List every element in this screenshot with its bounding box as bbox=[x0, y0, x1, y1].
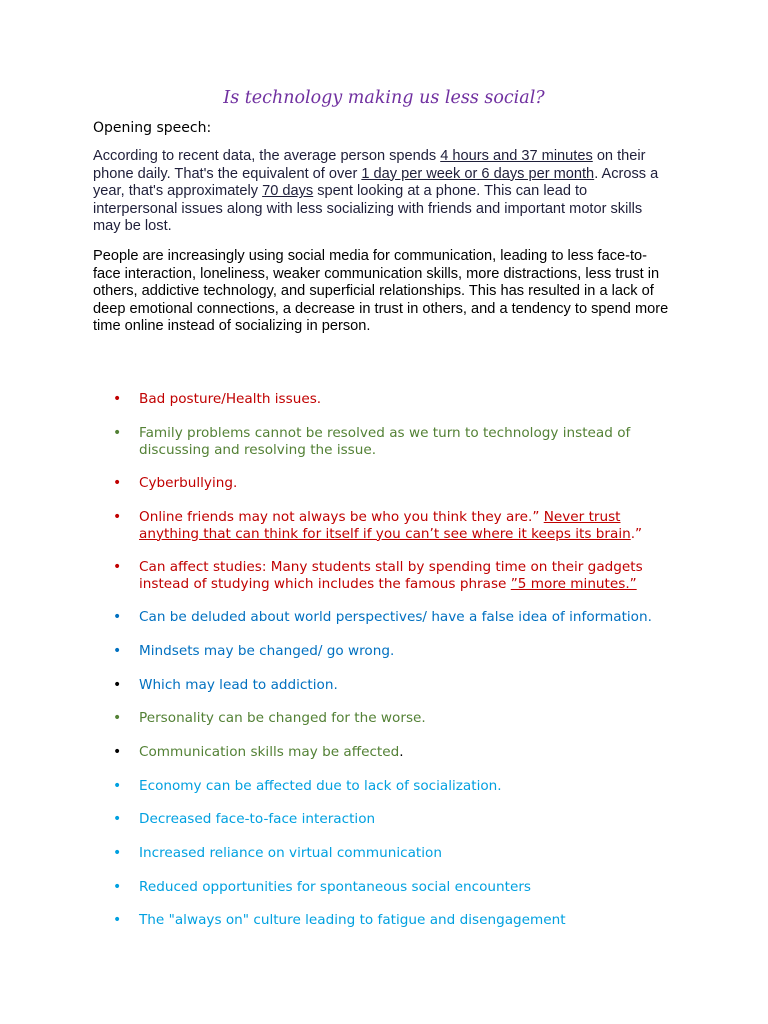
list-item-text: Mindsets may be changed/ go wrong. bbox=[139, 643, 395, 659]
intro-text-1: According to recent data, the average person spends bbox=[93, 148, 441, 164]
bullet-icon: • bbox=[113, 475, 122, 491]
list-item-text: Economy can be affected due to lack of socialization. bbox=[139, 778, 502, 794]
list-item-text: Which may lead to addiction. bbox=[139, 677, 338, 693]
list-item-text: Reduced opportunities for spontaneous social encounters bbox=[139, 879, 531, 895]
list-item-text bbox=[139, 559, 679, 592]
quote-underlined: Never trust anything that can think for itself if you can’t see where it keeps its brain bbox=[139, 509, 631, 542]
list-item-text: Personality can be changed for the worse. bbox=[139, 710, 426, 726]
bullet-icon: • bbox=[113, 912, 122, 928]
list-item-text: Cyberbullying. bbox=[139, 475, 238, 491]
bullet-icon: • bbox=[113, 391, 122, 407]
bullet-icon: • bbox=[113, 778, 122, 794]
bullet-icon: • bbox=[113, 811, 122, 827]
list-item-text: Family problems cannot be resolved as we turn to technology instead of discussing and resolving the issue. bbox=[139, 425, 631, 458]
social-media-paragraph: People are increasingly using social media for communication, leading to less face-to-face interaction, loneliness, weaker communication skills, more distractions, less trust in others, addictive technology, and superficial relationships. This has resulted in a lack of deep emotional connections, a decrease in trust in others, and a tendency to spend more time online instead of socializing in person. bbox=[93, 248, 669, 335]
quote-intro: Online friends may not always be who you think they are.” bbox=[139, 509, 544, 525]
bullet-icon: • bbox=[113, 559, 122, 575]
period: . bbox=[399, 744, 404, 760]
list-item-text: Bad posture/Health issues. bbox=[139, 391, 322, 407]
studies-text: Can affect studies: Many students stall by spending time on their gadgets instead of studying which includes the famous phrase bbox=[139, 559, 643, 592]
communication-text: Communication skills may be affected bbox=[139, 744, 400, 760]
intro-text-4: spent looking at a phone. This can lead to interpersonal issues along with less socializing with friends and important motor skills may be lost. bbox=[93, 183, 643, 235]
list-item-text bbox=[139, 744, 679, 761]
famous-phrase: ”5 more minutes.” bbox=[510, 575, 637, 592]
bullet-icon: • bbox=[113, 509, 122, 525]
intro-text-3: . Across a year, that's approximately bbox=[93, 165, 659, 200]
bullet-icon: • bbox=[113, 845, 122, 861]
quote-end: .” bbox=[630, 525, 643, 542]
bullet-icon: • bbox=[113, 710, 122, 726]
document-title: Is technology making us less social? bbox=[223, 88, 545, 108]
weekly-stat: 1 day per week or 6 days per month bbox=[361, 165, 595, 182]
opening-speech-label: Opening speech: bbox=[93, 120, 212, 136]
phone-time-stat: 4 hours and 37 minutes bbox=[440, 148, 593, 164]
intro-text-2: on their phone daily. That's the equivalent of over bbox=[93, 148, 646, 182]
list-item-text bbox=[139, 509, 679, 542]
list-item-text: Can be deluded about world perspectives/ have a false idea of information. bbox=[139, 609, 652, 625]
list-item-text: Increased reliance on virtual communication bbox=[139, 845, 442, 861]
bullet-icon: • bbox=[113, 425, 122, 441]
list-item-text: Decreased face-to-face interaction bbox=[139, 811, 376, 827]
list-item-text: The "always on" culture leading to fatigue and disengagement bbox=[139, 912, 566, 928]
bullet-icon: • bbox=[113, 643, 122, 659]
bullet-icon: • bbox=[113, 609, 122, 625]
yearly-stat: 70 days bbox=[262, 183, 314, 200]
bullet-icon: • bbox=[113, 879, 122, 895]
bullet-icon: • bbox=[113, 677, 122, 693]
bullet-icon: • bbox=[113, 744, 122, 760]
